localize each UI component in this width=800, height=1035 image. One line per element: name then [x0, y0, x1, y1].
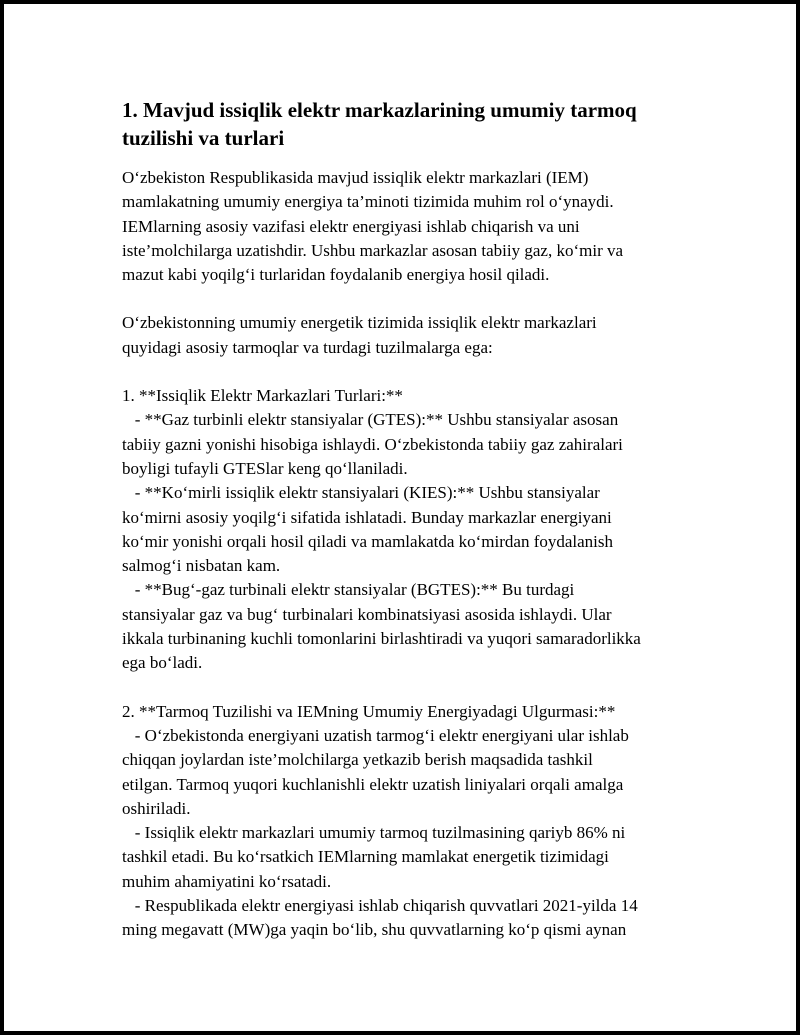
text-line: stansiyalar gaz va bug‘ turbinalari kombinatsiyasi asosida ishlaydi. Ular	[122, 604, 612, 624]
structure-intro-paragraph	[122, 311, 702, 360]
text-line: ko‘mir yonishi orqali hosil qiladi va mamlakatda ko‘mirdan foydalanish	[122, 531, 614, 551]
list-heading: 1. **Issiqlik Elektr Markazlari Turlari:**	[122, 386, 403, 406]
list-item-line: - **Bug‘-gaz turbinali elektr stansiyalar (BGTES):** Bu turdagi	[122, 580, 575, 600]
text-line: chiqqan joylardan iste’molchilarga yetkazib berish maqsadida tashkil	[122, 750, 593, 770]
list-item-line: - **Gaz turbinli elektr stansiyalar (GTES):** Ushbu stansiyalar asosan	[122, 410, 619, 430]
text-line: iste’molchilarga uzatishdir. Ushbu markazlar asosan tabiiy gaz, ko‘mir va	[122, 240, 624, 260]
text-line: etilgan. Tarmoq yuqori kuchlanishli elektr uzatish liniyalari orqali amalga	[122, 774, 624, 794]
text-line: ikkala turbinaning kuchli tomonlarini birlashtiradi va yuqori samaradorlikka	[122, 629, 641, 649]
text-line: muhim ahamiyatini ko‘rsatadi.	[122, 871, 332, 891]
text-line: O‘zbekiston Respublikasida mavjud issiqlik elektr markazlari (IEM)	[122, 168, 589, 187]
list-heading: 2. **Tarmoq Tuzilishi va IEMning Umumiy Energiyadagi Ulgurmasi:**	[122, 701, 616, 721]
text-line: O‘zbekistonning umumiy energetik tizimida issiqlik elektr markazlari	[122, 313, 597, 333]
network-structure-list	[122, 700, 702, 943]
text-line: oshiriladi.	[122, 798, 191, 818]
text-line: ko‘mirni asosiy yoqilg‘i sifatida ishlatadi. Bunday markazlar energiyani	[122, 507, 612, 527]
list-item-line: - O‘zbekistonda energiyani uzatish tarmog‘i elektr energiyani ular ishlab	[122, 725, 629, 745]
heading-line: tuzilishi va turlari	[122, 126, 285, 150]
intro-paragraph	[122, 166, 702, 287]
text-line: tabiiy gazni yonishi hisobiga ishlaydi. O‘zbekistonda tabiiy gaz zahiralari	[122, 434, 623, 454]
text-line: ming megavatt (MW)ga yaqin bo‘lib, shu quvvatlarning ko‘p qismi aynan	[122, 920, 627, 940]
section-heading	[122, 96, 702, 152]
text-line: mamlakatning umumiy energiya ta’minoti tizimida muhim rol o‘ynaydi.	[122, 192, 614, 212]
text-line: mazut kabi yoqilg‘i turlaridan foydalanib energiya hosil qiladi.	[122, 265, 550, 285]
document-body	[122, 96, 702, 943]
text-line: IEMlarning asosiy vazifasi elektr energiyasi ishlab chiqarish va uni	[122, 216, 580, 236]
list-item-line: - Respublikada elektr energiyasi ishlab chiqarish quvvatlari 2021-yilda 14	[122, 896, 638, 916]
text-line: quyidagi asosiy tarmoqlar va turdagi tuzilmalarga ega:	[122, 337, 493, 357]
text-line: tashkil etadi. Bu ko‘rsatkich IEMlarning mamlakat energetik tizimidagi	[122, 847, 609, 867]
plant-types-list	[122, 384, 702, 676]
heading-line: 1. Mavjud issiqlik elektr markazlarining umumiy tarmoq	[122, 98, 637, 122]
text-line: boyligi tufayli GTESlar keng qo‘llaniladi.	[122, 458, 408, 478]
text-line: salmog‘i nisbatan kam.	[122, 556, 281, 576]
list-item-line: - **Ko‘mirli issiqlik elektr stansiyalari (KIES):** Ushbu stansiyalar	[122, 483, 600, 503]
text-line: ega bo‘ladi.	[122, 653, 203, 673]
list-item-line: - Issiqlik elektr markazlari umumiy tarmoq tuzilmasining qariyb 86% ni	[122, 823, 626, 843]
